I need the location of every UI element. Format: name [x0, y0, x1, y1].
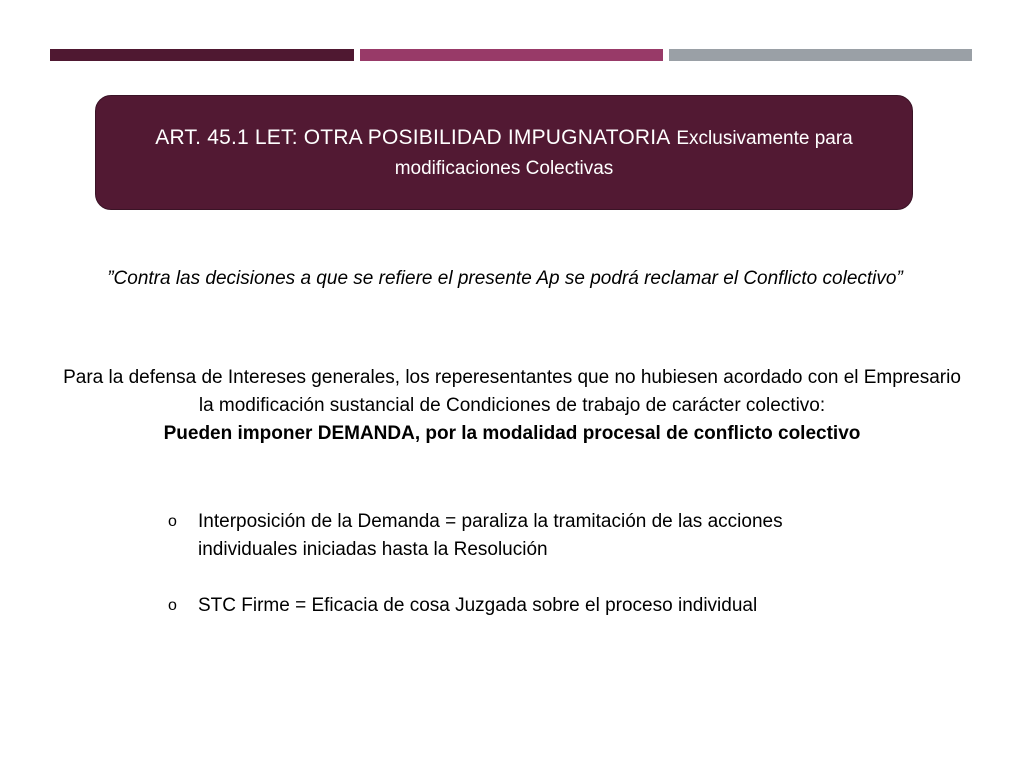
bullet-circle-icon: o — [168, 597, 177, 614]
slide-title-sub: Exclusivamente para modificaciones Colectivas — [394, 127, 853, 179]
accent-bar-magenta — [360, 49, 663, 61]
list-item — [168, 592, 828, 620]
list-item — [168, 508, 828, 564]
bullet-circle-icon: o — [168, 513, 177, 530]
body-paragraph-text: Para la defensa de Intereses generales, los reperesentantes que no hubiesen acordado con el Empresario la modificación sustancial de Condiciones de trabajo de carácter colectivo: — [63, 367, 961, 416]
bullet-list — [168, 508, 828, 620]
accent-bar-dark — [50, 49, 354, 61]
body-paragraph-bold: Pueden imponer DEMANDA, por la modalidad procesal de conflicto colectivo — [163, 423, 861, 444]
accent-bar-gray — [669, 49, 972, 61]
slide-title-main: ART. 45.1 LET: OTRA POSIBILIDAD IMPUGNATORIA — [155, 125, 671, 149]
body-paragraph — [60, 364, 964, 448]
legal-quote: ”Contra las decisiones a que se refiere el presente Ap se podrá reclamar el Conflicto colectivo” — [107, 268, 903, 289]
list-item-text: STC Firme = Eficacia de cosa Juzgada sobre el proceso individual — [198, 595, 758, 616]
list-item-text: Interposición de la Demanda = paraliza la tramitación de las acciones individuales iniciadas hasta la Resolución — [198, 511, 783, 560]
slide-title-box — [95, 95, 913, 210]
slide-title — [120, 123, 888, 183]
